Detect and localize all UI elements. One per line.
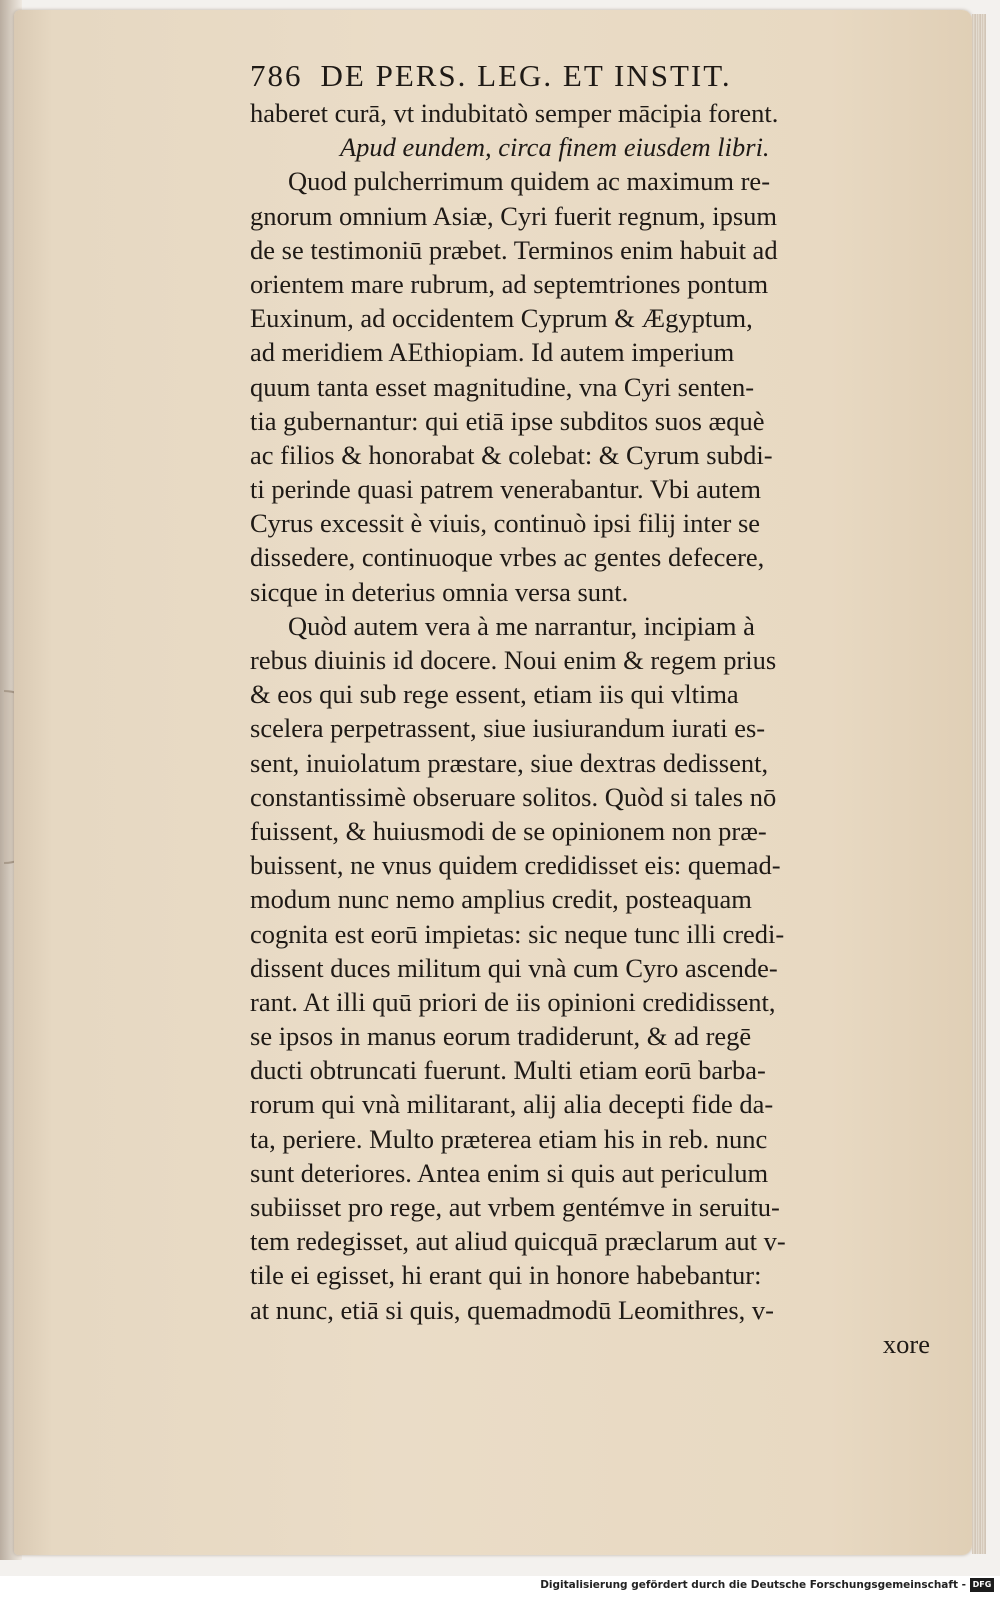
text-line: sicque in deterius omnia versa sunt.	[250, 576, 629, 607]
dfg-logo: DFG	[970, 1578, 994, 1592]
text-line: rorum qui vnà militarant, alij alia decepti fide da-	[250, 1089, 774, 1120]
text-line: de se testimoniū præbet. Terminos enim habuit ad	[250, 234, 778, 265]
text-line: ta, periere. Multo præterea etiam his in reb. nunc	[250, 1123, 768, 1154]
text-line: buissent, ne vnus quidem credidisset eis: quemad-	[250, 850, 781, 881]
text-line: Quòd autem vera à me narrantur, incipiam à	[288, 610, 755, 641]
text-line: tia gubernantur: qui etiā ipse subditos suos æquè	[250, 405, 765, 436]
text-line: cognita est eorū impietas: sic neque tunc illi credi-	[250, 918, 785, 949]
funding-credit: Digitalisierung gefördert durch die Deutsche Forschungsgemeinschaft -	[540, 1579, 966, 1591]
text-line: se ipsos in manus eorum tradiderunt, & ad regē	[250, 1021, 752, 1052]
text-line: Cyrus excessit è viuis, continuò ipsi filij inter se	[250, 508, 761, 539]
text-line: Quod pulcherrimum quidem ac maximum re-	[288, 166, 771, 197]
running-head	[250, 56, 940, 96]
text-block	[250, 56, 940, 1361]
text-line: dissedere, continuoque vrbes ac gentes defecere,	[250, 542, 765, 573]
text-line: ad meridiem AEthiopiam. Id autem imperium	[250, 337, 735, 368]
text-line: sent, inuiolatum præstare, siue dextras dedissent,	[250, 747, 769, 778]
text-line: & eos qui sub rege essent, etiam iis qui vltima	[250, 679, 739, 710]
digitization-footer	[0, 1576, 1000, 1599]
text-line: tem redegisset, aut aliud quicquā præclarum aut v-	[250, 1226, 786, 1257]
text-line: dissent duces militum qui vnà cum Cyro ascende-	[250, 952, 778, 983]
page-stack-edge	[972, 14, 986, 1554]
text-line: scelera perpetrassent, siue iusiurandum iurati es-	[250, 713, 766, 744]
text-line: modum nunc nemo amplius credit, posteaquam	[250, 884, 752, 915]
catchword: xore	[882, 1328, 930, 1359]
text-line: constantissimè obseruare solitos. Quòd si tales nō	[250, 781, 777, 812]
text-line: quum tanta esset magnitudine, vna Cyri senten-	[250, 371, 755, 402]
text-line: ac filios & honorabat & colebat: & Cyrum subdi-	[250, 439, 773, 470]
page-number: 786	[250, 58, 303, 93]
text-line: haberet curā, vt indubitatò semper mācipia forent.	[250, 98, 779, 128]
text-line: ti perinde quasi patrem venerabantur. Vbi autem	[250, 474, 761, 505]
text-line: fuissent, & huiusmodi de se opinionem non præ-	[250, 815, 767, 846]
text-line: orientem mare rubrum, ad septemtriones pontum	[250, 268, 769, 299]
running-title: DE PERS. LEG. ET INSTIT.	[320, 58, 732, 93]
text-line: tile ei egisset, hi erant qui in honore habebantur:	[250, 1260, 762, 1291]
text-line: ducti obtruncati fuerunt. Multi etiam eorū barba-	[250, 1055, 766, 1086]
text-line: sunt deteriores. Antea enim si quis aut periculum	[250, 1157, 769, 1188]
text-line: rebus diuinis id docere. Noui enim & regem prius	[250, 645, 777, 675]
text-line: Euxinum, ad occidentem Cyprum & Ægyptum,	[250, 303, 753, 334]
text-line: rant. At illi quū priori de iis opinioni credidissent,	[250, 986, 776, 1017]
text-line: gnorum omnium Asiæ, Cyri fuerit regnum, ipsum	[250, 200, 778, 231]
text-line: subiisset pro rege, aut vrbem gentémve in seruitu-	[250, 1192, 780, 1222]
section-heading: Apud eundem, circa finem eiusdem libri.	[340, 132, 770, 163]
text-line: at nunc, etiā si quis, quemadmodū Leomithres, v-	[250, 1294, 774, 1325]
